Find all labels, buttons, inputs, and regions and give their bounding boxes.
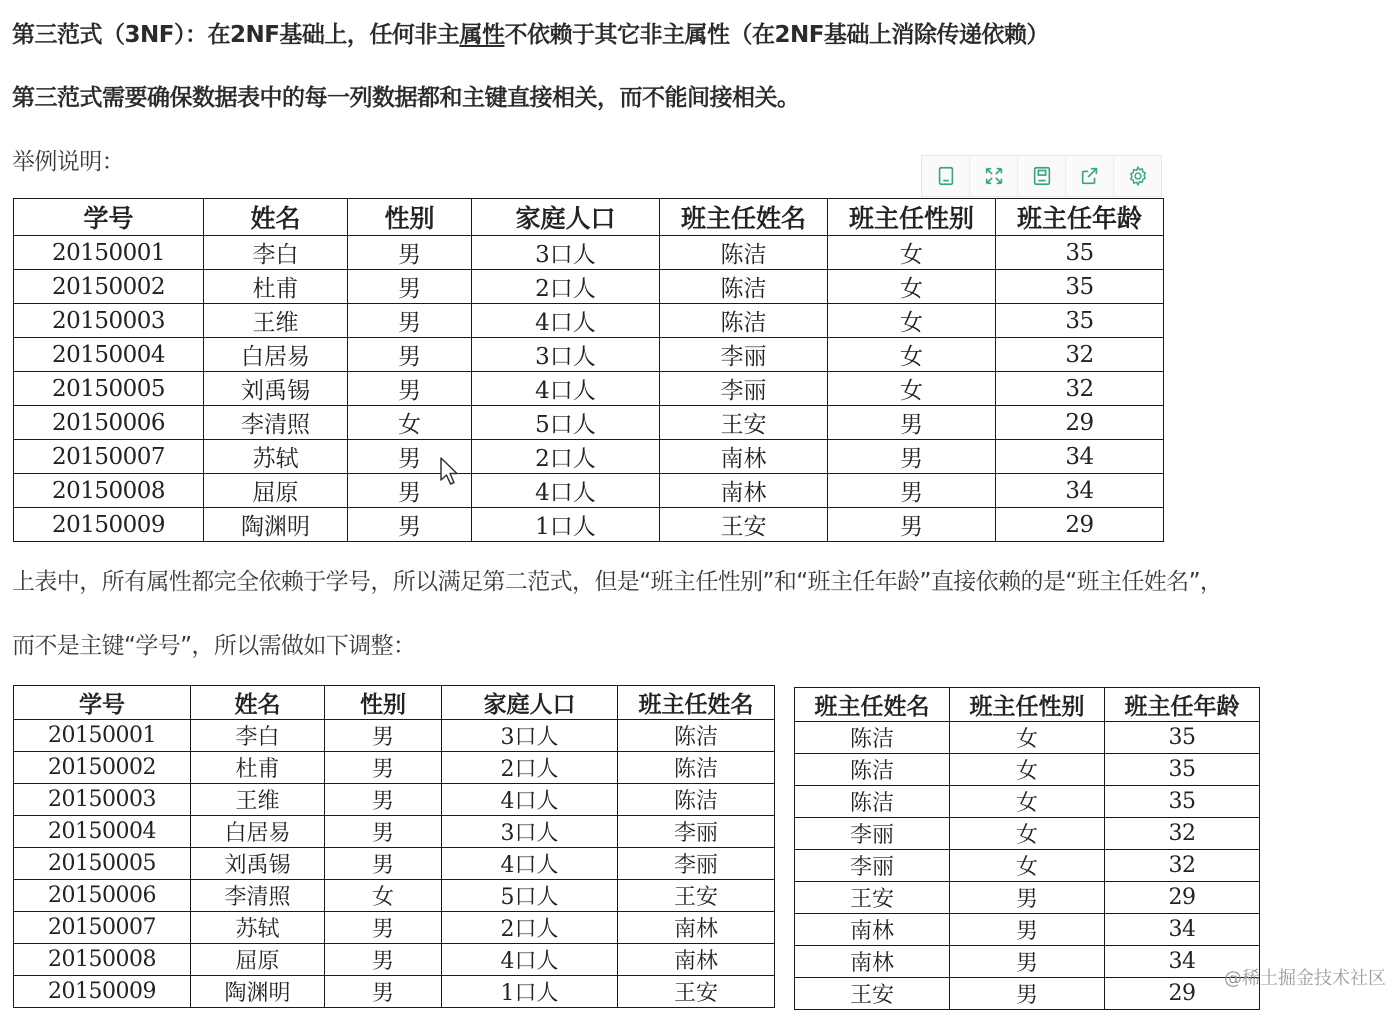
table-cell: 20150007 [14,440,204,474]
table-cell: 3口人 [442,720,618,752]
header-teacher-age: 班主任年龄 [1105,688,1260,722]
header-teacher-name: 班主任姓名 [795,688,950,722]
table-cell: 32 [996,372,1164,406]
table-cell: 男 [950,946,1105,978]
table-cell: 男 [348,338,472,372]
table-toolbar [921,155,1162,197]
table-cell: 苏轼 [191,912,325,944]
table-cell: 南林 [660,440,828,474]
table-cell: 男 [348,372,472,406]
title-part-1: 第三范式（3NF）：在2NF基础上，任何非主 [12,22,460,48]
table-cell: 陈洁 [795,722,950,754]
table-cell: 34 [996,474,1164,508]
table-cell: 20150004 [14,816,191,848]
table-cell: 王维 [204,304,348,338]
save-button[interactable] [1018,156,1066,196]
table-cell: 陈洁 [795,786,950,818]
fullscreen-icon [983,165,1005,187]
table-cell: 屈原 [191,944,325,976]
table-cell: 南林 [660,474,828,508]
table-row [14,720,775,752]
table-cell: 男 [348,440,472,474]
table-cell: 29 [1105,882,1260,914]
table-cell: 20150005 [14,372,204,406]
header-teacher-name: 班主任姓名 [618,686,775,720]
table-cell: 李丽 [795,818,950,850]
table-row [14,784,775,816]
table-cell: 王安 [618,976,775,1008]
table-cell: 20150009 [14,508,204,542]
table-cell: 李清照 [191,880,325,912]
header-name: 姓名 [191,686,325,720]
table-cell: 35 [996,236,1164,270]
table-cell: 男 [325,720,442,752]
table-cell: 29 [996,508,1164,542]
table-row [14,372,1164,406]
table-cell: 陈洁 [660,304,828,338]
mouse-cursor-icon [439,456,461,486]
table-cell: 陶渊明 [191,976,325,1008]
table-cell: 杜甫 [204,270,348,304]
table-row [14,880,775,912]
table-cell: 20150008 [14,944,191,976]
page-title [12,16,1049,49]
table-cell: 20150001 [14,720,191,752]
table-cell: 男 [950,978,1105,1010]
bookmark-icon [935,165,957,187]
table-cell: 陈洁 [618,784,775,816]
table-cell: 2口人 [472,440,660,474]
table-cell: 20150008 [14,474,204,508]
table-row [795,882,1260,914]
table-cell: 20150006 [14,406,204,440]
table-cell: 4口人 [472,474,660,508]
table-cell: 32 [1105,818,1260,850]
table-row [14,976,775,1008]
table-row [795,850,1260,882]
table-cell: 女 [348,406,472,440]
table-cell: 20150003 [14,304,204,338]
table-cell: 屈原 [204,474,348,508]
table-cell: 男 [828,508,996,542]
table-cell: 34 [996,440,1164,474]
table-cell: 女 [950,786,1105,818]
subheading: 第三范式需要确保数据表中的每一列数据都和主键直接相关，而不能间接相关。 [12,85,800,111]
table-cell: 29 [996,406,1164,440]
table-cell: 男 [325,784,442,816]
header-student-id: 学号 [14,199,204,236]
table-cell: 刘禹锡 [191,848,325,880]
table-cell: 20150004 [14,338,204,372]
table-cell: 南林 [618,944,775,976]
table-row [795,818,1260,850]
table-row [14,304,1164,338]
table-cell: 女 [950,850,1105,882]
header-household: 家庭人口 [472,199,660,236]
table-cell: 陈洁 [618,752,775,784]
table-cell: 男 [950,882,1105,914]
table-row [795,786,1260,818]
table-cell: 5口人 [472,406,660,440]
table-row [14,406,1164,440]
header-teacher-gender: 班主任性别 [950,688,1105,722]
table-row [795,754,1260,786]
table-cell: 李丽 [660,338,828,372]
table-cell: 陈洁 [660,236,828,270]
table-cell: 陈洁 [618,720,775,752]
table-cell: 杜甫 [191,752,325,784]
table-cell: 男 [828,440,996,474]
header-teacher-age: 班主任年龄 [996,199,1164,236]
table-cell: 女 [828,236,996,270]
table-cell: 32 [1105,850,1260,882]
table-cell: 男 [348,474,472,508]
table-cell: 李丽 [795,850,950,882]
table-cell: 20150005 [14,848,191,880]
save-icon [1031,165,1053,187]
header-gender: 性别 [348,199,472,236]
share-button[interactable] [1066,156,1114,196]
table-cell: 男 [325,752,442,784]
table-row [14,338,1164,372]
table-cell: 男 [348,236,472,270]
table-cell: 35 [996,270,1164,304]
table-row [14,440,1164,474]
table-cell: 20150002 [14,270,204,304]
table-cell: 女 [950,754,1105,786]
table-cell: 李白 [204,236,348,270]
settings-button[interactable] [1114,156,1161,196]
table-cell: 29 [1105,978,1260,1010]
table-cell: 王安 [660,406,828,440]
table-cell: 男 [828,474,996,508]
table-row [14,816,775,848]
table-cell: 1口人 [472,508,660,542]
table-cell: 王维 [191,784,325,816]
table-cell: 陶渊明 [204,508,348,542]
table-cell: 1口人 [442,976,618,1008]
table-row [14,752,775,784]
header-household: 家庭人口 [442,686,618,720]
explanation-line-1: 上表中，所有属性都完全依赖于学号，所以满足第二范式，但是“班主任性别”和“班主任年龄”直接依赖的是“班主任姓名”， [12,569,1223,595]
table-cell: 35 [1105,786,1260,818]
table-cell: 20150006 [14,880,191,912]
students-table-header-row [14,686,775,720]
table-cell: 李丽 [618,848,775,880]
table-cell: 王安 [660,508,828,542]
table-row [795,914,1260,946]
gear-icon [1127,165,1149,187]
table-cell: 4口人 [442,784,618,816]
table-cell: 李丽 [660,372,828,406]
table-cell: 李清照 [204,406,348,440]
table-cell: 男 [348,270,472,304]
table-cell: 女 [325,880,442,912]
table-cell: 刘禹锡 [204,372,348,406]
table-cell: 34 [1105,914,1260,946]
table-cell: 男 [348,508,472,542]
table-cell: 男 [325,976,442,1008]
table-row [14,848,775,880]
title-underlined-term: 属性 [459,22,505,48]
table-cell: 南林 [795,946,950,978]
header-name: 姓名 [204,199,348,236]
table-row [14,270,1164,304]
fullscreen-button[interactable] [970,156,1018,196]
table-cell: 男 [950,914,1105,946]
table-row [14,912,775,944]
title-part-2: 不依赖于其它非主属性（在2NF基础上消除传递依赖） [504,22,1049,48]
students-table [13,685,775,1008]
table-cell: 2口人 [442,752,618,784]
table-cell: 3口人 [442,816,618,848]
table-cell: 4口人 [472,304,660,338]
table-cell: 女 [950,818,1105,850]
table-cell: 女 [828,372,996,406]
header-student-id: 学号 [14,686,191,720]
table-cell: 5口人 [442,880,618,912]
table-cell: 苏轼 [204,440,348,474]
table-cell: 35 [996,304,1164,338]
table-row [14,474,1164,508]
table-row [795,978,1260,1010]
example-label: 举例说明： [12,149,125,175]
table-cell: 白居易 [191,816,325,848]
table-cell: 陈洁 [660,270,828,304]
watermark: @稀土掘金技术社区 [1224,968,1386,989]
explanation-line-2: 而不是主键“学号”，所以需做如下调整： [12,633,416,659]
table-cell: 李白 [191,720,325,752]
table-cell: 4口人 [442,848,618,880]
table-cell: 女 [828,304,996,338]
table-cell: 20150003 [14,784,191,816]
teachers-table [794,687,1260,1010]
table-cell: 男 [325,816,442,848]
table-cell: 南林 [618,912,775,944]
table-cell: 2口人 [472,270,660,304]
teachers-table-header-row [795,688,1260,722]
table-cell: 女 [950,722,1105,754]
table-cell: 35 [1105,754,1260,786]
table-cell: 男 [325,912,442,944]
table-cell: 南林 [795,914,950,946]
table-cell: 白居易 [204,338,348,372]
table-cell: 男 [348,304,472,338]
table-cell: 王安 [795,978,950,1010]
main-table [13,198,1164,542]
table-row [14,236,1164,270]
header-teacher-name: 班主任姓名 [660,199,828,236]
bookmark-button[interactable] [922,156,970,196]
table-cell: 李丽 [618,816,775,848]
table-cell: 3口人 [472,236,660,270]
header-teacher-gender: 班主任性别 [828,199,996,236]
table-cell: 女 [828,270,996,304]
table-cell: 2口人 [442,912,618,944]
table-cell: 34 [1105,946,1260,978]
table-cell: 4口人 [442,944,618,976]
table-cell: 陈洁 [795,754,950,786]
table-cell: 王安 [618,880,775,912]
table-cell: 20150009 [14,976,191,1008]
header-gender: 性别 [325,686,442,720]
table-row [795,722,1260,754]
table-cell: 3口人 [472,338,660,372]
table-cell: 20150001 [14,236,204,270]
table-cell: 男 [325,848,442,880]
table-cell: 32 [996,338,1164,372]
table-cell: 男 [828,406,996,440]
table-row [795,946,1260,978]
table-cell: 20150002 [14,752,191,784]
table-cell: 男 [325,944,442,976]
table-cell: 女 [828,338,996,372]
table-row [14,944,775,976]
table-cell: 20150007 [14,912,191,944]
table-cell: 王安 [795,882,950,914]
table-row [14,508,1164,542]
table-cell: 4口人 [472,372,660,406]
table-cell: 35 [1105,722,1260,754]
share-icon [1079,165,1101,187]
main-table-header-row [14,199,1164,236]
